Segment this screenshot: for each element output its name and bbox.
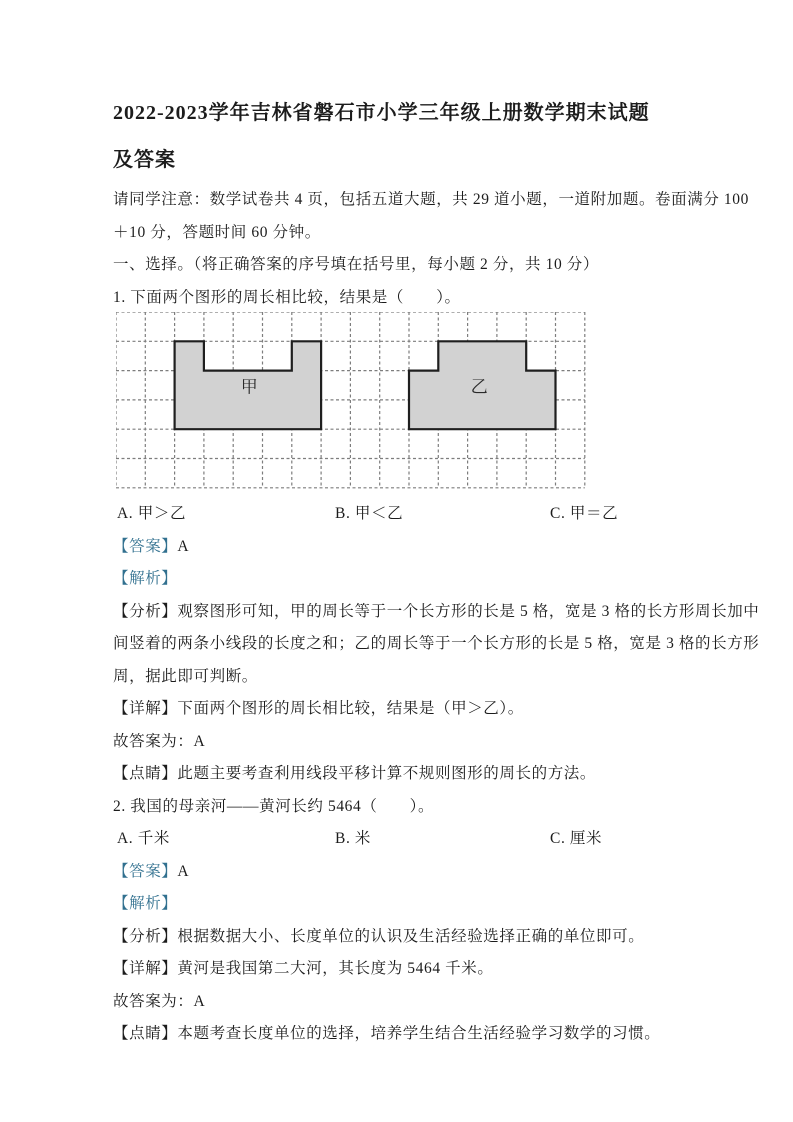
- q2-jiexi-label: 【解析】: [113, 895, 178, 912]
- q1-option-c: C. 甲＝乙: [550, 505, 619, 522]
- q1-conclusion-line: 故答案为：A: [113, 732, 206, 750]
- notice-line-2: ＋10 分，答题时间 60 分钟。: [113, 223, 321, 241]
- q1-detail-line: 【详解】下面两个图形的周长相比较，结果是（甲＞乙）。: [113, 700, 524, 717]
- q1-stem: 1. 下面两个图形的周长相比较，结果是（ ）。: [113, 288, 461, 306]
- q1-tip-line: 【点睛】此题主要考查利用线段平移计算不规则图形的周长的方法。: [113, 765, 597, 782]
- q1-option-a: A. 甲＞乙: [117, 505, 187, 522]
- q1-jiexi-label: 【解析】: [113, 570, 178, 587]
- q1-option-b: B. 甲＜乙: [335, 505, 404, 522]
- q2-answer-value: A: [177, 862, 190, 880]
- q1-analysis-line-3: 周，据此即可判断。: [113, 667, 258, 685]
- q2-options-row: [113, 823, 698, 856]
- page-title-line-2: 及答案: [113, 149, 176, 171]
- q2-answer-line: [113, 856, 698, 889]
- q2-stem: 2. 我国的母亲河——黄河长约 5464（ ）。: [113, 797, 435, 815]
- figure-shape-label-1: 乙: [470, 377, 488, 397]
- document-content: [113, 90, 760, 1051]
- q2-option-b: B. 米: [335, 830, 371, 847]
- q1-analysis-line-1: 【分析】观察图形可知，甲的周长等于一个长方形的长是 5 格，宽是 3 格的长方形周长加中: [113, 602, 760, 620]
- q2-option-c: C. 厘米: [550, 830, 603, 847]
- q1-figure: [116, 312, 698, 490]
- q1-answer-value: A: [177, 537, 190, 555]
- q1-options-row: [113, 498, 698, 531]
- figure-shape-label-0: 甲: [240, 377, 258, 397]
- q2-option-a: A. 千米: [117, 830, 170, 847]
- q1-analysis-line-2: 间竖着的两条小线段的长度之和；乙的周长等于一个长方形的长是 5 格，宽是 3 格的长方形: [113, 635, 760, 652]
- q2-answer-label: 【答案】: [113, 862, 178, 880]
- section-1-heading: 一、选择。（将正确答案的序号填在括号里，每小题 2 分，共 10 分）: [113, 256, 600, 273]
- q2-jiexi-line: [113, 888, 698, 921]
- page-title-line-1: 2022-2023学年吉林省磐石市小学三年级上册数学期末试题: [113, 102, 650, 124]
- q1-answer-line: [113, 531, 698, 564]
- q2-conclusion-line: 故答案为：A: [113, 992, 206, 1010]
- q2-tip-line: 【点睛】本题考查长度单位的选择，培养学生结合生活经验学习数学的习惯。: [113, 1025, 661, 1042]
- q1-jiexi-line: [113, 563, 698, 596]
- q1-figure-svg: [116, 312, 586, 489]
- notice-line-1: 请同学注意：数学试卷共 4 页，包括五道大题，共 29 道小题，一道附加题。卷面满分 100: [113, 191, 749, 208]
- q1-answer-label: 【答案】: [113, 537, 178, 555]
- q2-analysis-line: 【分析】根据数据大小、长度单位的认识及生活经验选择正确的单位即可。: [113, 927, 645, 945]
- q2-detail-line: 【详解】黄河是我国第二大河，其长度为 5464 千米。: [113, 960, 494, 977]
